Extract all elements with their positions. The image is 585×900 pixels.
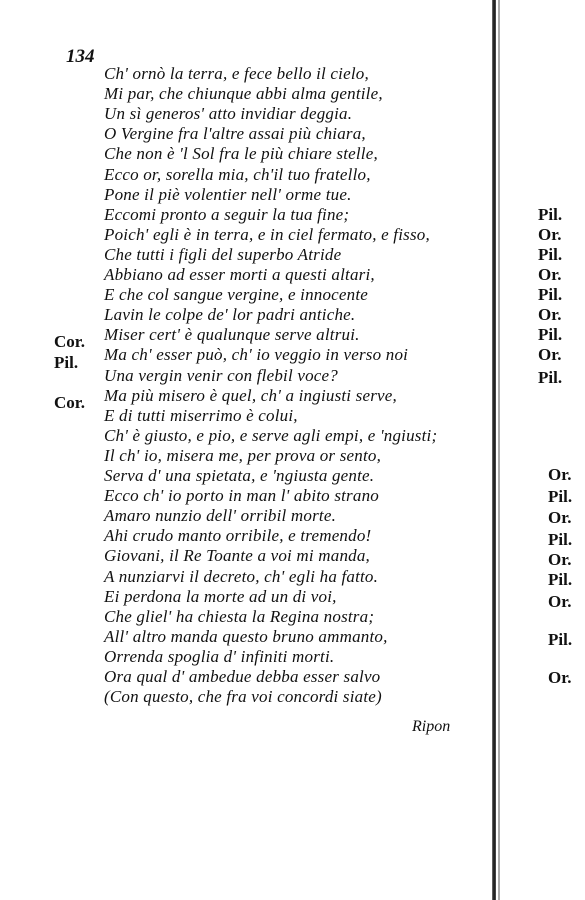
verse-line: Orrenda spoglia d' infiniti morti. [104, 646, 335, 666]
verse-line: (Con questo, che fra voi concordi siate) [104, 687, 382, 707]
verse-line: Serva d' una spietata, e 'ngiusta gente. [104, 466, 375, 485]
verse-line: Lavin le colpe de' lor padri antiche. [104, 305, 356, 325]
facing-speaker-label: Pil. [538, 325, 563, 344]
verse-line: All' altro manda questo bruno ammanto, [104, 626, 388, 646]
verse-line: Ma ch' esser può, ch' io veggio in verso noi [104, 345, 409, 365]
verse-line: Abbiano ad esser morti a questi altari, [104, 265, 375, 284]
verse-line: Che non è 'l Sol fra le più chiare stelle, [104, 144, 378, 164]
facing-speaker-label: Or. [548, 508, 572, 527]
catchword: Ripon [412, 718, 451, 735]
facing-speaker-label: Pil. [538, 205, 563, 224]
facing-speaker-label: Or. [548, 592, 572, 611]
facing-speaker-label: Or. [548, 550, 572, 569]
verse-line: Che gliel' ha chiesta la Regina nostra; [104, 606, 375, 626]
verse-line: Miser cert' è qualunque serve altrui. [104, 325, 360, 345]
verse-line: Ahi crudo manto orribile, e tremendo! [104, 526, 372, 546]
verse-line: Ecco ch' io porto in man l' abito strano [104, 486, 379, 506]
verse-line: Ch' è giusto, e pio, e serve agli empi, e 'ngiusti; [104, 425, 438, 445]
page-gutter [492, 0, 496, 900]
verse-line: E di tutti miserrimo è colui, [104, 405, 298, 425]
verse-line: Giovani, il Re Toante a voi mi manda, [104, 546, 371, 566]
speaker-label: Cor. [54, 332, 86, 351]
facing-speaker-label: Or. [548, 465, 572, 484]
verse-line: Ma più misero è quel, ch' a ingiusti serve, [104, 385, 398, 405]
verse-line: Ch' ornò la terra, e fece bello il cielo, [104, 64, 369, 83]
verse-line: Ecco or, sorella mia, ch'il tuo fratello, [104, 164, 371, 184]
page-number: 134 [66, 46, 95, 67]
verse-line: A nunziarvi il decreto, ch' egli ha fatto. [104, 566, 379, 586]
verse-line: Pone il piè volentier nell' orme tue. [104, 184, 352, 204]
facing-speaker-label: Or. [538, 225, 562, 244]
facing-speaker-label: Or. [548, 668, 572, 687]
facing-speaker-label: Pil. [548, 630, 573, 649]
verse-line: Amaro nunzio dell' orribil morte. [104, 506, 337, 526]
page-gutter-edge [498, 0, 500, 900]
facing-speaker-label: Pil. [548, 570, 573, 589]
verse-line: Ei perdona la morte ad un di voi, [104, 586, 337, 606]
facing-speaker-label: Pil. [538, 285, 563, 304]
facing-speaker-label: Pil. [548, 487, 573, 506]
facing-speaker-label: Pil. [548, 530, 573, 549]
verse-line: Un sì generos' atto invidiar deggia. [104, 104, 353, 124]
verse-line: E che col sangue vergine, e innocente [104, 285, 369, 305]
verse-line: Il ch' io, misera me, per prova or sento, [104, 445, 382, 465]
verse-line: Poich' egli è in terra, e in ciel fermato, e fisso, [104, 224, 430, 244]
facing-speaker-label: Or. [538, 265, 562, 284]
verse-line: Che tutti i figli del superbo Atride [104, 244, 342, 264]
verse-line: Ora qual d' ambedue debba esser salvo [104, 667, 381, 686]
speaker-label: Pil. [54, 353, 79, 372]
speaker-label: Cor. [54, 393, 86, 412]
facing-speaker-label: Or. [538, 305, 562, 324]
verse-line: Mi par, che chiunque abbi alma gentile, [104, 84, 383, 104]
verse-line: O Vergine fra l'altre assai più chiara, [104, 124, 366, 144]
verse-line: Eccomi pronto a seguir la tua fine; [104, 204, 350, 224]
facing-speaker-label: Or. [538, 345, 562, 364]
facing-speaker-label: Pil. [538, 368, 563, 387]
verse-line: Una vergin venir con flebil voce? [104, 365, 338, 385]
facing-speaker-label: Pil. [538, 245, 563, 264]
